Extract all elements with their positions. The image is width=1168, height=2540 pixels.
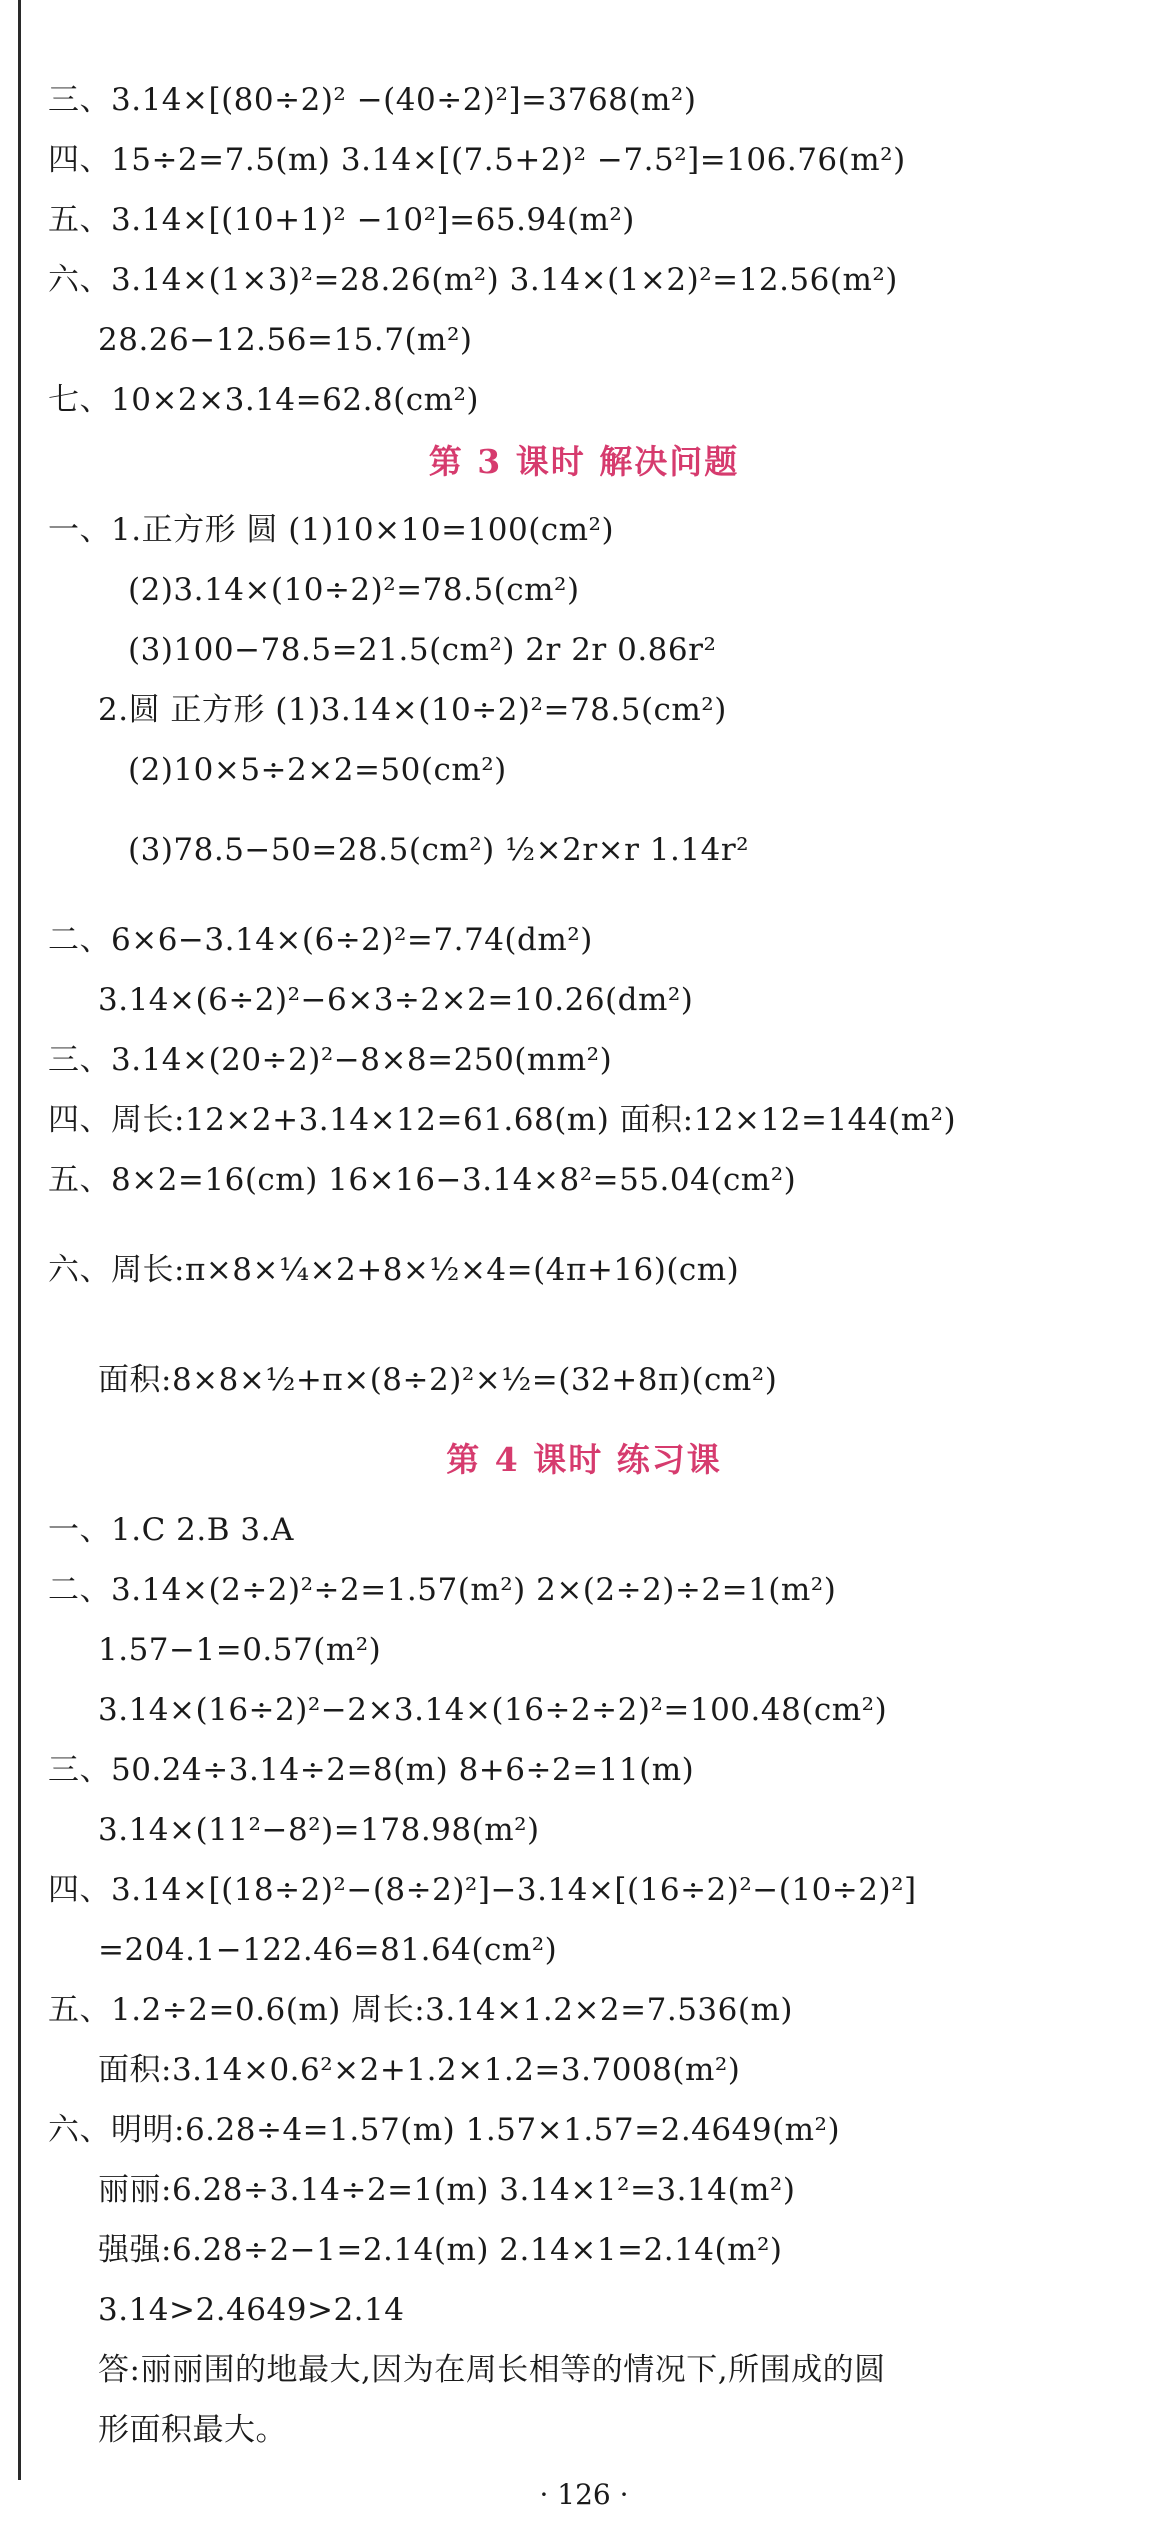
answer-line: 1.57−1=0.57(m²)	[98, 1632, 382, 1668]
answer-line: 四、周长:12×2+3.14×12=61.68(m) 面积:12×12=144(m²)	[48, 1102, 957, 1138]
left-margin-rule	[18, 0, 21, 2480]
answer-line: 答:丽丽围的地最大,因为在周长相等的情况下,所围成的圆	[98, 2352, 886, 2388]
answer-line: 面积:8×8×½+π×(8÷2)²×½=(32+8π)(cm²)	[98, 1362, 778, 1398]
answer-line: 强强:6.28÷2−1=2.14(m) 2.14×1=2.14(m²)	[98, 2232, 783, 2268]
answer-line: (2)3.14×(10÷2)²=78.5(cm²)	[128, 572, 580, 608]
answer-line: 七、10×2×3.14=62.8(cm²)	[48, 382, 480, 418]
answer-line: 五、8×2=16(cm) 16×16−3.14×8²=55.04(cm²)	[48, 1162, 797, 1198]
answer-line: =204.1−122.46=81.64(cm²)	[98, 1932, 558, 1968]
lesson-heading-4: 第 4 课时 练习课	[446, 1440, 722, 1479]
answer-line: 形面积最大。	[98, 2412, 287, 2448]
answer-line: 28.26−12.56=15.7(m²)	[98, 322, 473, 358]
answer-line: 六、明明:6.28÷4=1.57(m) 1.57×1.57=2.4649(m²)	[48, 2112, 841, 2148]
answer-line: 面积:3.14×0.6²×2+1.2×1.2=3.7008(m²)	[98, 2052, 741, 2088]
answer-line: (3)100−78.5=21.5(cm²) 2r 2r 0.86r²	[128, 632, 717, 668]
lesson-heading-3: 第 3 课时 解决问题	[428, 442, 740, 481]
answer-line: 2.圆 正方形 (1)3.14×(10÷2)²=78.5(cm²)	[98, 692, 727, 728]
answer-line: (2)10×5÷2×2=50(cm²)	[128, 752, 507, 788]
answer-line: 五、1.2÷2=0.6(m) 周长:3.14×1.2×2=7.536(m)	[48, 1992, 793, 2028]
answer-line: 三、50.24÷3.14÷2=8(m) 8+6÷2=11(m)	[48, 1752, 695, 1788]
answer-line: 一、1.C 2.B 3.A	[48, 1512, 294, 1548]
answer-line: 五、3.14×[(10+1)² −10²]=65.94(m²)	[48, 202, 635, 238]
answer-line: 3.14×(16÷2)²−2×3.14×(16÷2÷2)²=100.48(cm²)	[98, 1692, 888, 1728]
answer-line: 二、3.14×(2÷2)²÷2=1.57(m²) 2×(2÷2)÷2=1(m²)	[48, 1572, 837, 1608]
answer-line: 三、3.14×[(80÷2)² −(40÷2)²]=3768(m²)	[48, 82, 697, 118]
answer-line: 3.14×(11²−8²)=178.98(m²)	[98, 1812, 540, 1848]
answer-line: 3.14×(6÷2)²−6×3÷2×2=10.26(dm²)	[98, 982, 694, 1018]
answer-line: (3)78.5−50=28.5(cm²) ½×2r×r 1.14r²	[128, 832, 750, 868]
answer-line: 四、15÷2=7.5(m) 3.14×[(7.5+2)² −7.5²]=106.76(m²)	[48, 142, 906, 178]
page-number: · 126 ·	[539, 2478, 629, 2511]
answer-line: 四、3.14×[(18÷2)²−(8÷2)²]−3.14×[(16÷2)²−(10÷2)²]	[48, 1872, 917, 1908]
answer-line: 二、6×6−3.14×(6÷2)²=7.74(dm²)	[48, 922, 593, 958]
answer-line: 三、3.14×(20÷2)²−8×8=250(mm²)	[48, 1042, 613, 1078]
answer-line: 3.14>2.4649>2.14	[98, 2292, 405, 2328]
answer-line: 一、1.正方形 圆 (1)10×10=100(cm²)	[48, 512, 615, 548]
answer-line: 丽丽:6.28÷3.14÷2=1(m) 3.14×1²=3.14(m²)	[98, 2172, 796, 2208]
answer-line: 六、3.14×(1×3)²=28.26(m²) 3.14×(1×2)²=12.56(m²)	[48, 262, 898, 298]
answer-line: 六、周长:π×8×¼×2+8×½×4=(4π+16)(cm)	[48, 1252, 740, 1288]
